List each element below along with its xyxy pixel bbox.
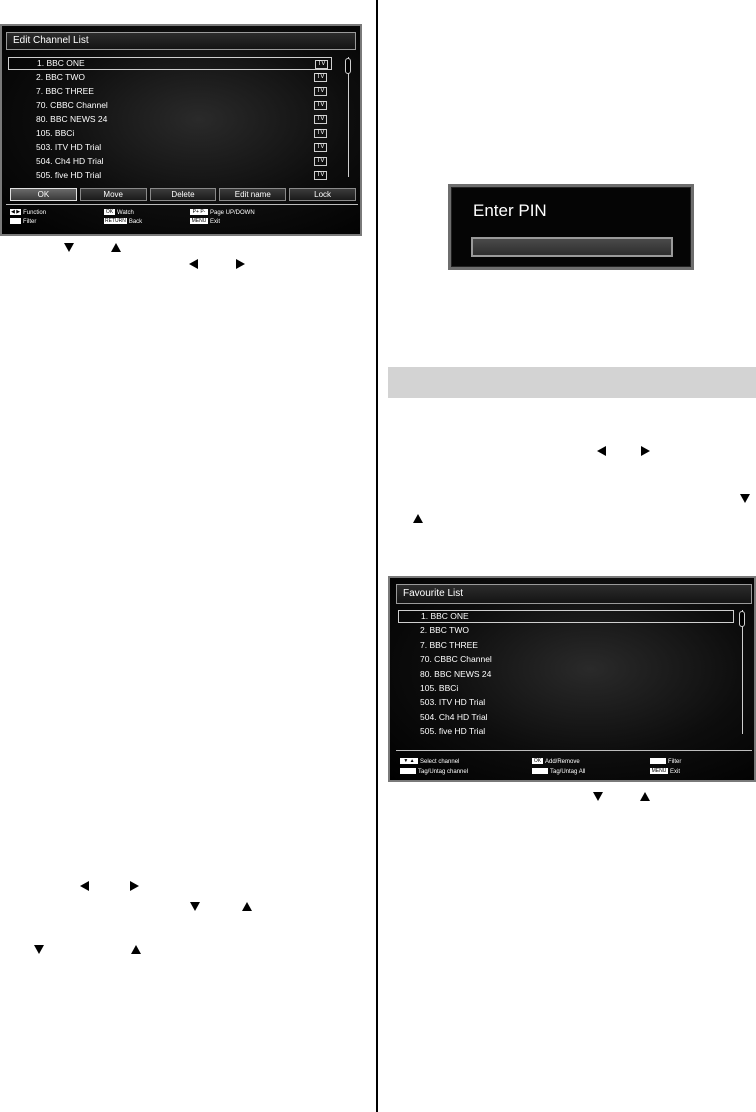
channel-row[interactable] — [8, 169, 332, 182]
right-arrow-icon — [236, 259, 245, 269]
favourite-row[interactable] — [398, 725, 734, 738]
channel-list-scrollbar-track — [348, 57, 349, 177]
ok-key-icon: OK — [105, 209, 114, 216]
favourite-channel-name: 80. BBC NEWS 24 — [420, 668, 492, 679]
favourite-scrollbar-thumb[interactable] — [739, 611, 745, 627]
favourite-channel-name: 503. ITV HD Trial — [420, 697, 486, 708]
left-right-key-icon: ◀ ▶ — [11, 209, 21, 216]
tv-type-icon: TV — [314, 157, 327, 166]
color-key-icon — [650, 758, 666, 764]
hint-exit: MENU Exit — [651, 768, 681, 775]
ok-key-icon: OK — [533, 758, 542, 765]
channel-name: 105. BBCi — [36, 128, 75, 138]
favourite-channel-list — [398, 610, 734, 740]
hint-tag-all: Tag/Untag All — [532, 768, 585, 776]
channel-list-scrollbar-thumb[interactable] — [345, 58, 351, 74]
down-arrow-icon — [740, 494, 750, 503]
favourite-channel-name: 7. BBC THREE — [420, 639, 478, 650]
channel-name: 2. BBC TWO — [36, 72, 85, 82]
up-arrow-icon — [640, 792, 650, 801]
favourite-list-title-bar — [396, 584, 752, 604]
hint-back: RETURN Back — [105, 218, 143, 225]
menu-key-icon: MENU — [651, 768, 667, 775]
up-arrow-icon — [131, 945, 141, 954]
channel-name: 7. BBC THREE — [36, 86, 94, 96]
action-button-lock[interactable]: Lock — [289, 188, 356, 201]
menu-key-icon: MENU — [191, 218, 207, 225]
action-button-edit-name[interactable]: Edit name — [219, 188, 286, 201]
favourite-scrollbar-track — [742, 610, 743, 734]
down-arrow-icon — [34, 945, 44, 954]
favourite-list-title: Favourite List — [403, 588, 464, 599]
down-arrow-icon — [593, 792, 603, 801]
left-arrow-icon — [80, 881, 89, 891]
up-down-key-icon: ▼ ▲ — [400, 758, 418, 764]
edit-action-bar — [10, 188, 356, 201]
channel-name: 70. CBBC Channel — [36, 100, 108, 110]
tv-type-icon: TV — [314, 87, 327, 96]
tv-type-icon: TV — [314, 171, 327, 180]
favourite-row[interactable] — [398, 610, 734, 623]
enter-pin-dialog — [448, 184, 694, 270]
action-button-ok[interactable]: OK — [10, 188, 77, 201]
channel-row[interactable] — [8, 99, 332, 112]
hint-function: ◀ ▶ Function — [11, 209, 47, 216]
pin-input[interactable] — [471, 237, 673, 257]
channel-row[interactable] — [8, 113, 332, 126]
edit-channel-list-panel — [0, 24, 362, 236]
section-heading-bar — [388, 367, 756, 398]
up-arrow-icon — [242, 902, 252, 911]
favourite-row[interactable] — [398, 696, 734, 709]
favourite-channel-name: 505. five HD Trial — [420, 726, 486, 737]
hint-select-channel: ▼ ▲ Select channel — [400, 758, 459, 766]
right-arrow-icon — [641, 446, 650, 456]
favourite-row[interactable] — [398, 653, 734, 666]
hint-page: P+ P- Page UP/DOWN — [190, 209, 255, 217]
hint-exit: MENU Exit — [191, 218, 221, 225]
favourite-channel-name: 2. BBC TWO — [420, 625, 469, 636]
favourite-list-panel — [388, 576, 756, 782]
tv-type-icon: TV — [314, 129, 327, 138]
channel-row[interactable] — [8, 155, 332, 168]
favourite-row[interactable] — [398, 668, 734, 681]
hint-watch: OK Watch — [105, 209, 134, 216]
channel-name: 503. ITV HD Trial — [36, 142, 102, 152]
hint-add-remove: OK Add/Remove — [533, 758, 580, 765]
down-arrow-icon — [190, 902, 200, 911]
tv-type-icon: TV — [315, 60, 328, 69]
hint-filter: Filter — [10, 218, 36, 226]
action-button-move[interactable]: Move — [80, 188, 147, 201]
favourite-channel-name: 1. BBC ONE — [421, 611, 469, 621]
color-key-icon — [532, 768, 548, 774]
favourite-channel-name: 105. BBCi — [420, 683, 459, 693]
channel-row[interactable] — [8, 57, 332, 70]
hint-filter: Filter — [650, 758, 681, 766]
edit-channel-list-title-bar — [6, 32, 356, 50]
up-arrow-icon — [111, 243, 121, 252]
tv-type-icon: TV — [314, 143, 327, 152]
favourite-channel-name: 504. Ch4 HD Trial — [420, 711, 488, 722]
tv-type-icon: TV — [314, 73, 327, 82]
tv-type-icon: TV — [314, 101, 327, 110]
down-arrow-icon — [64, 243, 74, 252]
tv-type-icon: TV — [314, 115, 327, 124]
favourite-row[interactable] — [398, 639, 734, 652]
right-arrow-icon — [130, 881, 139, 891]
enter-pin-title: Enter PIN — [473, 201, 547, 220]
channel-row[interactable] — [8, 85, 332, 98]
favourite-channel-name: 70. CBBC Channel — [420, 654, 492, 665]
channel-name: 80. BBC NEWS 24 — [36, 114, 108, 124]
color-key-icon — [10, 218, 21, 224]
channel-name: 505. five HD Trial — [36, 170, 102, 180]
channel-name: 504. Ch4 HD Trial — [36, 156, 104, 166]
channel-row[interactable] — [8, 127, 332, 140]
up-arrow-icon — [413, 514, 423, 523]
favourite-row[interactable] — [398, 624, 734, 637]
favourite-row[interactable] — [398, 682, 734, 695]
color-key-icon — [400, 768, 416, 774]
channel-row[interactable] — [8, 71, 332, 84]
channel-list — [8, 57, 332, 183]
hint-tag-channel: Tag/Untag channel — [400, 768, 468, 776]
left-arrow-icon — [597, 446, 606, 456]
left-arrow-icon — [189, 259, 198, 269]
return-key-icon: RETURN — [105, 218, 126, 225]
page-key-icon: P+ P- — [190, 209, 208, 215]
hint-separator — [6, 204, 358, 205]
action-button-delete[interactable]: Delete — [150, 188, 217, 201]
channel-row[interactable] — [8, 141, 332, 154]
hint-separator — [396, 750, 752, 751]
edit-channel-list-title: Edit Channel List — [13, 35, 89, 46]
channel-name: 1. BBC ONE — [37, 58, 85, 68]
favourite-row[interactable] — [398, 711, 734, 724]
column-divider — [376, 0, 378, 1112]
